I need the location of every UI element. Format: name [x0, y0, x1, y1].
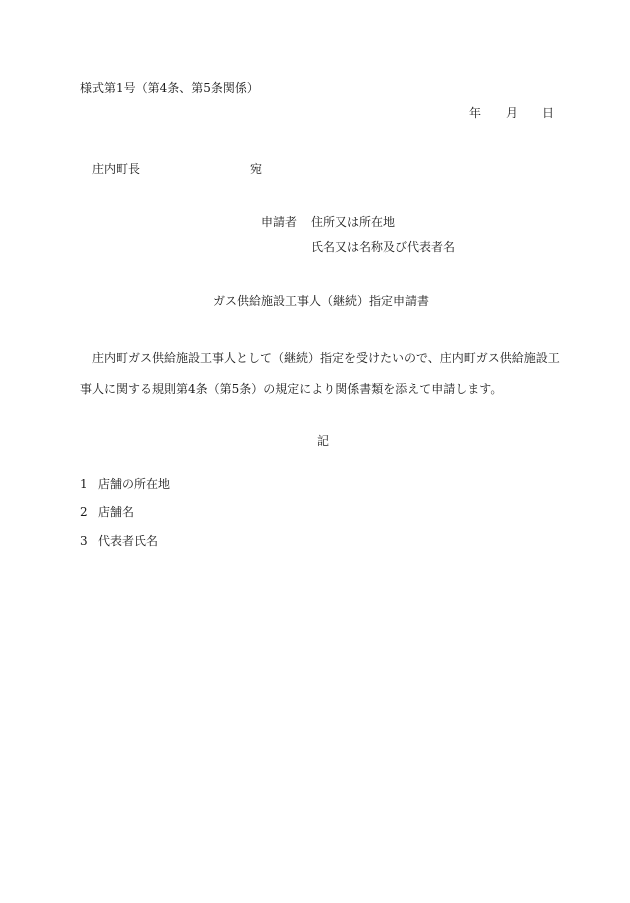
applicant-label: 申請者 [261, 215, 298, 229]
body-line-2: 事人に関する規則第4条（第5条）の規定により関係書類を添えて申請します。 [80, 382, 503, 396]
applicant-name-label: 氏名又は名称及び代表者名 [311, 240, 456, 254]
list-item [0, 477, 630, 491]
list-item [0, 505, 630, 519]
item-number: 1 [80, 477, 88, 491]
item-number: 3 [80, 534, 88, 548]
item-label: 店舗の所在地 [98, 477, 171, 491]
addressee-name: 庄内町長 [92, 162, 141, 176]
item-number: 2 [80, 505, 88, 519]
document-title: ガス供給施設工事人（継続）指定申請書 [213, 294, 430, 308]
form-number: 様式第1号（第4条、第5条関係） [80, 81, 259, 95]
ki-heading: 記 [317, 434, 330, 448]
list-item [0, 534, 630, 548]
item-label: 店舗名 [98, 505, 135, 519]
date-month-label: 月 [506, 106, 519, 120]
date-year-label: 年 [469, 106, 482, 120]
date-day-label: 日 [542, 106, 555, 120]
addressee-suffix: 宛 [250, 162, 263, 176]
item-label: 代表者氏名 [98, 534, 159, 548]
body-line-1: 庄内町ガス供給施設工事人として（継続）指定を受けたいので、庄内町ガス供給施設工 [92, 351, 560, 365]
applicant-address-label: 住所又は所在地 [311, 215, 396, 229]
